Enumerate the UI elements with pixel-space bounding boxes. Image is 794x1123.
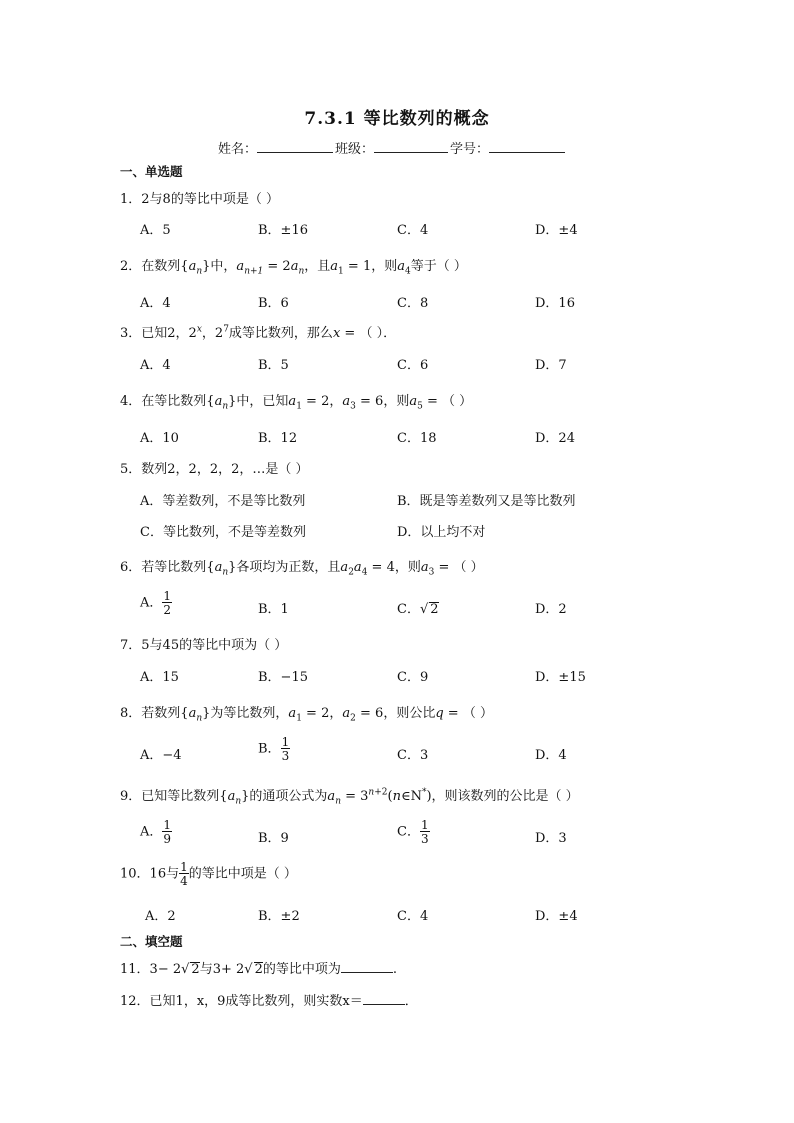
q2-text-mid3: ，则 <box>371 259 398 274</box>
formula-q-eq: q = <box>435 706 463 721</box>
q3-text-mid: 成等比数列，那么 <box>228 326 333 341</box>
q4-option-a[interactable]: A．10 <box>140 431 179 446</box>
q6-option-c[interactable] <box>397 598 439 617</box>
formula-general-term: $a_n$ = $3^{n+2}(n\in N^*)$ <box>327 787 432 807</box>
q2-option-c[interactable]: C．8 <box>397 296 429 311</box>
q9-option-c[interactable] <box>397 819 430 845</box>
question-3 <box>120 322 396 341</box>
fraction-one-third: $\frac{1}{3}$ <box>281 735 290 763</box>
q5-option-c[interactable]: C．等比数列，不是等差数列 <box>140 525 306 540</box>
formula-sequence-an: $\{a_n\}$ <box>180 259 211 277</box>
formula-3-plus-2sqrt2: 3+ 2√ 2 <box>212 962 263 977</box>
question-10 <box>120 861 297 887</box>
q3-option-b[interactable]: B．5 <box>258 358 289 373</box>
formula-x-eq: x = <box>332 326 360 341</box>
q11-text-end: 的等比中项为 <box>262 962 341 977</box>
q8-text-mid1: 为等比数列， <box>210 706 289 721</box>
q8-option-b-label: B． <box>258 741 281 757</box>
q4-text-end: （ ） <box>442 394 473 409</box>
q4-text-pre: 4．在等比数列 <box>120 394 207 409</box>
q2-text-mid1: 中， <box>210 259 237 274</box>
q4-text-mid2: ， <box>329 394 343 409</box>
q8-text-end: （ ） <box>462 706 493 721</box>
formula-recurrence: $a_{n+1} = 2a_n$ <box>236 259 305 277</box>
q6-option-c-label: C． <box>397 602 420 617</box>
q5-option-b[interactable]: B．既是等差数列又是等比数列 <box>397 494 576 509</box>
q1-option-a[interactable]: A．5 <box>140 223 171 238</box>
q9-option-b[interactable]: B．9 <box>258 831 289 846</box>
question-9 <box>120 785 579 807</box>
q7-option-b[interactable]: B．−15 <box>258 670 308 685</box>
q9-text-pre: 9．已知等比数列 <box>120 789 220 804</box>
fraction-one-half: $\frac{1}{2}$ <box>163 589 172 617</box>
formula-a2-eq-6: $a_2 = 6$ <box>342 706 384 724</box>
id-label: 学号： <box>450 142 490 157</box>
formula-2-pow-x: 2$^x$，$2^7$ <box>188 324 229 341</box>
q8-text-mid2: ， <box>329 706 343 721</box>
q10-option-c[interactable]: C．4 <box>397 909 429 924</box>
question-12: 12．已知1，x，9成等比数列，则实数x＝ ． <box>120 994 418 1009</box>
name-blank[interactable] <box>257 138 333 153</box>
q5-option-a[interactable]: A．等差数列，不是等比数列 <box>140 494 306 509</box>
section-single-choice: 一、单选题 <box>120 164 183 179</box>
question-7: 7．5与45的等比中项为（ ） <box>120 638 288 653</box>
q6-option-a[interactable] <box>140 590 172 616</box>
q8-option-c[interactable]: C．3 <box>397 748 429 763</box>
q12-text: 12．已知1，x，9成等比数列，则实数x＝ <box>120 994 363 1009</box>
q2-option-b[interactable]: B．6 <box>258 296 289 311</box>
q4-option-d[interactable]: D．24 <box>535 431 575 446</box>
q1-option-c[interactable]: C．4 <box>397 223 429 238</box>
q10-option-b[interactable]: B．±2 <box>258 909 300 924</box>
q3-text-pre: 3．已知2， <box>120 326 189 341</box>
q6-option-d[interactable]: D．2 <box>535 602 567 617</box>
q7-option-d[interactable]: D．±15 <box>535 670 586 685</box>
question-2 <box>120 255 467 277</box>
formula-a1-eq-2: $a_1 = 2$ <box>288 706 330 724</box>
page-title: 7.3.1 等比数列的概念 <box>304 109 490 129</box>
formula-a3-eq-6: $a_3 = 6$ <box>342 394 384 412</box>
q6-text-pre: 6．若等比数列 <box>120 560 207 575</box>
q3-option-a[interactable]: A．4 <box>140 358 171 373</box>
fraction-one-ninth: $\frac{1}{9}$ <box>163 818 172 846</box>
formula-a2a4-eq-4: $a_2a_4 = 4$ <box>340 560 395 578</box>
fraction-one-quarter: $\frac{1}{4}$ <box>180 860 188 888</box>
q6-option-a-label: A． <box>140 595 163 611</box>
q4-option-b[interactable]: B．12 <box>258 431 298 446</box>
sqrt-2: √ 2 <box>419 602 439 617</box>
question-4 <box>120 390 472 412</box>
q9-text-mid1: 的通项公式为 <box>249 789 328 804</box>
q6-option-b[interactable]: B．1 <box>258 602 289 617</box>
section-fill-blank: 二、填空题 <box>120 934 183 949</box>
q8-option-b[interactable] <box>258 736 290 762</box>
q4-option-c[interactable]: C．18 <box>397 431 437 446</box>
q11-text-mid: 与 <box>199 962 213 977</box>
q7-option-c[interactable]: C．9 <box>397 670 429 685</box>
q6-text-end: （ ） <box>453 560 484 575</box>
q9-option-a-label: A． <box>140 824 163 840</box>
q8-text-pre: 8．若数列 <box>120 706 181 721</box>
q11-text-pre: 11． <box>120 962 150 977</box>
formula-a1: $a_1 = 1$ <box>330 259 372 277</box>
q7-option-a[interactable]: A．15 <box>140 670 179 685</box>
q4-text-mid1: 中，已知 <box>236 394 289 409</box>
q9-text-end: ，则该数列的公比是（ ） <box>431 789 579 804</box>
q10-text-end: 的等比中项是（ ） <box>188 866 297 882</box>
q4-text-mid3: ，则 <box>383 394 410 409</box>
q3-text-end: （ ）． <box>359 326 397 341</box>
q11-answer-blank[interactable] <box>341 960 393 973</box>
q10-option-a[interactable]: A．2 <box>145 909 176 924</box>
formula-a3-eq: $a_3$ = <box>420 560 454 578</box>
question-11: 11．3− 2√ 2与3+ 2√ 2的等比中项为 . <box>120 962 397 977</box>
q2-text-pre: 2．在数列 <box>120 259 181 274</box>
q2-text-end: 等于（ ） <box>410 259 467 274</box>
class-label: 班级： <box>335 142 375 157</box>
formula-3-minus-2sqrt2: 3− 2√ 2 <box>149 962 200 977</box>
question-5: 5．数列2，2，2，2，…是（ ） <box>120 462 309 477</box>
q2-option-a[interactable]: A．4 <box>140 296 171 311</box>
question-1: 1．2与8的等比中项是（ ） <box>120 192 279 207</box>
q1-option-b[interactable]: B．±16 <box>258 223 308 238</box>
q6-text-mid2: ，则 <box>394 560 421 575</box>
q1-option-d[interactable]: D．±4 <box>535 223 578 238</box>
q2-text-mid2: ，且 <box>304 259 331 274</box>
name-label: 姓名： <box>218 142 258 157</box>
class-blank[interactable] <box>374 138 448 153</box>
fraction-one-third: $\frac{1}{3}$ <box>420 818 429 846</box>
q10-text-pre: 10．16与 <box>120 866 180 882</box>
q8-text-mid3: ，则公比 <box>383 706 436 721</box>
q3-option-d[interactable]: D．7 <box>535 358 567 373</box>
id-blank[interactable] <box>489 138 565 153</box>
formula-sequence-an: $\{a_n\}$ <box>206 560 237 578</box>
formula-sequence-an: $\{a_n\}$ <box>206 394 237 412</box>
student-info-line <box>218 138 567 157</box>
q6-text-mid1: 各项均为正数，且 <box>236 560 341 575</box>
question-8 <box>120 702 493 724</box>
question-6 <box>120 556 484 578</box>
q12-answer-blank[interactable] <box>363 992 405 1005</box>
q8-option-a[interactable]: A．−4 <box>140 748 182 763</box>
q9-option-c-label: C． <box>397 824 420 840</box>
q2-option-d[interactable]: D．16 <box>535 296 575 311</box>
q9-option-a[interactable] <box>140 819 172 845</box>
formula-sequence-an: $\{a_n\}$ <box>180 706 211 724</box>
q10-option-d[interactable]: D．±4 <box>535 909 578 924</box>
q3-option-c[interactable]: C．6 <box>397 358 429 373</box>
q5-option-d[interactable]: D．以上均不对 <box>397 525 486 540</box>
formula-a4: $a_4$ <box>397 259 411 277</box>
formula-sequence-an: $\{a_n\}$ <box>219 789 250 807</box>
q9-option-d[interactable]: D．3 <box>535 831 567 846</box>
formula-a1-eq-2: $a_1 = 2$ <box>288 394 330 412</box>
q8-option-d[interactable]: D．4 <box>535 748 567 763</box>
formula-a5-eq: $a_5$ = <box>409 394 442 412</box>
